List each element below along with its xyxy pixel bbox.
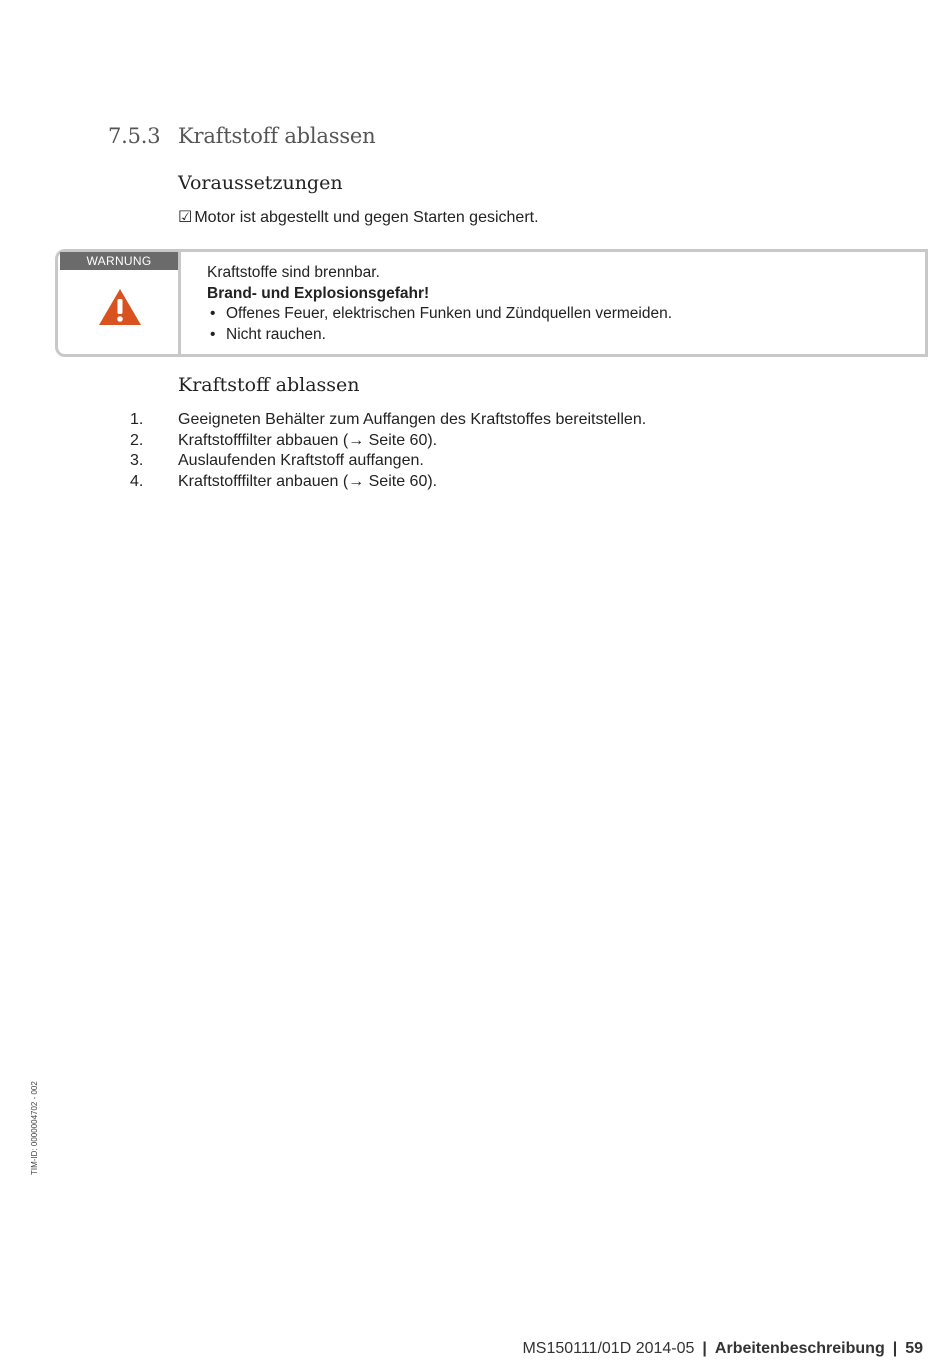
footer-separator: |	[892, 1340, 898, 1357]
section-title: Kraftstoff ablassen	[178, 124, 376, 148]
list-item	[130, 431, 646, 452]
checkbox-checked-icon: ☑	[178, 207, 193, 226]
warning-text	[207, 263, 672, 345]
procedure-heading: Kraftstoff ablassen	[178, 374, 360, 396]
page-footer	[522, 1340, 923, 1358]
procedure-steps	[130, 410, 646, 492]
page-number: 59	[905, 1340, 923, 1357]
warning-triangle-icon	[98, 288, 142, 326]
step-number: 4.	[130, 472, 144, 490]
list-item	[130, 472, 646, 493]
warning-line-1: Kraftstoffe sind brennbar.	[207, 264, 380, 281]
warning-label: WARNUNG	[60, 252, 178, 270]
warning-bullet: • Offenes Feuer, elektrischen Funken und Zündquellen vermeiden.	[207, 304, 672, 325]
step-text: Auslaufenden Kraftstoff auffangen.	[178, 452, 424, 469]
step-number: 1.	[130, 411, 144, 428]
section-number: 7.5.3	[108, 124, 161, 148]
warning-label-column	[58, 252, 181, 354]
warning-bullet: • Nicht rauchen.	[207, 325, 672, 346]
warning-line-2: Brand- und Explosionsgefahr!	[207, 284, 430, 302]
warning-box	[55, 249, 928, 357]
step-number: 3.	[130, 452, 144, 469]
list-item	[130, 451, 646, 472]
list-item	[130, 410, 646, 431]
warning-bullets	[207, 304, 672, 345]
chapter-name: Arbeitenbeschreibung	[714, 1340, 885, 1357]
step-text: Kraftstofffilter abbauen (→ Seite 60).	[178, 431, 438, 449]
step-number: 2.	[130, 431, 144, 449]
doc-reference: MS150111/01D 2014-05	[522, 1340, 695, 1357]
section-heading	[108, 124, 375, 148]
prerequisites-heading: Voraussetzungen	[178, 172, 343, 194]
footer-separator: |	[702, 1340, 707, 1357]
tim-id-label: TIM-ID: 0000004702 - 002	[30, 1081, 39, 1175]
prerequisite-text: Motor ist abgestellt und gegen Starten gesichert.	[194, 209, 539, 226]
step-text: Kraftstofffilter anbauen (→ Seite 60).	[178, 472, 438, 490]
step-text: Geeigneten Behälter zum Auffangen des Kraftstoffes bereitstellen.	[178, 411, 647, 428]
prerequisite-item	[178, 207, 539, 227]
